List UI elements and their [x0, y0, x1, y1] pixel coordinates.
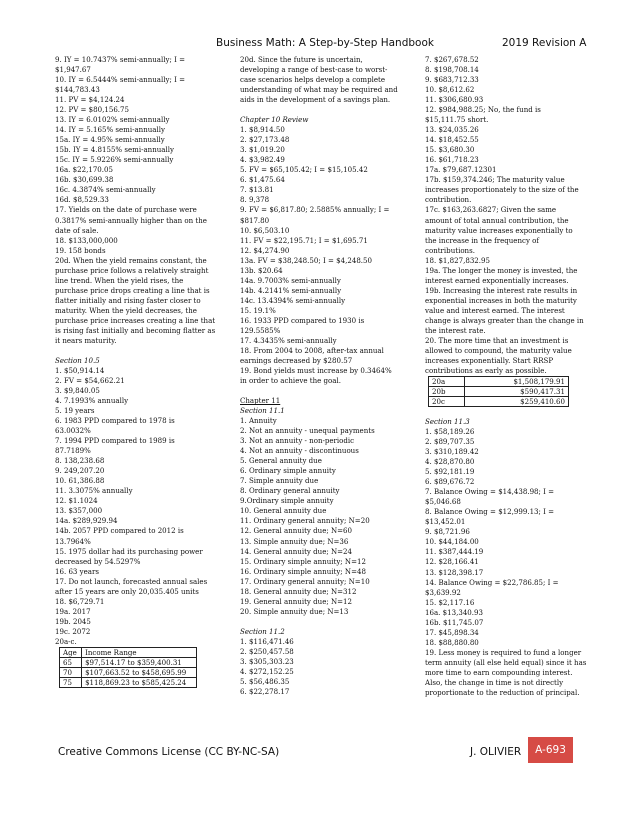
- answers-column-3: [425, 55, 595, 698]
- answer-line: 19. 158 bonds: [55, 245, 106, 255]
- page-header-title: Business Math: A Step-by-Step Handbook: [216, 37, 434, 49]
- answer-line: 19a. 2017: [55, 606, 91, 616]
- answer-line: 20. The more time that an investment is: [425, 335, 569, 345]
- answer-line: 14. General annuity due; N=24: [240, 546, 353, 556]
- answer-line: 14. IY = 5.165% semi-annually: [55, 125, 165, 135]
- answer-line: 19. Less money is required to fund a longer: [425, 647, 582, 657]
- table-cell: 75: [60, 677, 82, 687]
- answer-line: 9.Ordinary simple annuity: [240, 496, 334, 506]
- answer-line: purchase price follows a relatively straight: [55, 265, 209, 275]
- answer-line: is rising fast initially and becoming flatter as: [55, 325, 216, 335]
- answer-line: 18. From 2004 to 2008, after-tax annual: [240, 345, 384, 355]
- answer-line: 4. $3,982.49: [240, 155, 285, 165]
- answer-line: proportionate to the reduction of principal.: [425, 687, 580, 697]
- chapter-review-heading: Chapter 10 Review: [240, 115, 309, 125]
- answer-line: contributions as early as possible.: [425, 365, 547, 375]
- section-heading: Section 11.2: [240, 626, 285, 636]
- answer-line: 16. 63 years: [55, 566, 99, 576]
- table-cell: 20b: [429, 387, 465, 397]
- answer-line: 19. General annuity due; N=12: [240, 596, 353, 606]
- answer-line: it nears maturity.: [55, 335, 117, 345]
- answer-line: 17a. $79,687.12301: [425, 165, 497, 175]
- answer-line: 9. FV = $6,817.80; 2.5885% annually; I =: [240, 205, 390, 215]
- answer-line: 8. 9,378: [240, 195, 270, 205]
- answer-line: 15. 19.1%: [240, 305, 276, 315]
- answer-line: 19a. The longer the money is invested, the: [425, 265, 578, 275]
- answer-line: 5. $56,486.35: [240, 676, 290, 686]
- answer-line: increases exponentially. Start RRSP: [425, 355, 554, 365]
- answer-line: 13. $128,398.17: [425, 567, 484, 577]
- answer-line: 14b. 2057 PPD compared to 2012 is: [55, 526, 184, 536]
- page-header-revision: 2019 Revision A: [502, 37, 587, 49]
- answer-line: after 15 years are only 20,035.405 units: [55, 586, 199, 596]
- answer-line: 16a. $13,340.93: [425, 607, 483, 617]
- answer-line: 12. $984,988.25; No, the fund is: [425, 105, 541, 115]
- answer-line: contributions.: [425, 245, 475, 255]
- answer-line: 9. 249,207.20: [55, 466, 105, 476]
- table-cell: 70: [60, 667, 82, 677]
- answer-line: 16c. 4.3874% semi-annually: [55, 185, 156, 195]
- answer-line: contribution.: [425, 195, 472, 205]
- answer-line: 5. 19 years: [55, 406, 95, 416]
- answer-line: the increase in the frequency of: [425, 235, 540, 245]
- answer-line: 15. Ordinary simple annuity; N=12: [240, 556, 366, 566]
- answer-line: 14a. 9.7003% semi-annually: [240, 275, 341, 285]
- answer-line: 15a. IY = 4.95% semi-annually: [55, 135, 165, 145]
- answer-line: 9. $8,721.96: [425, 527, 470, 537]
- answer-line: 20a-c.: [55, 636, 77, 646]
- answer-line: line trend. When the yield rises, the: [55, 275, 184, 285]
- answer-line: purchase price drops creating a line that is: [55, 285, 210, 295]
- answer-line: developing a range of best-case to worst-: [240, 65, 388, 75]
- table-cell: $97,514.17 to $359,400.31: [82, 657, 197, 667]
- answer-line: 2. $250,457.58: [240, 646, 294, 656]
- answer-line: earnings decreased by $280.57: [240, 355, 353, 365]
- answer-line: $3,639.92: [425, 587, 461, 597]
- answer-line: 2. $27,173.48: [240, 135, 290, 145]
- answer-line: $5,046.68: [425, 497, 461, 507]
- answer-line: 17. 4.3435% semi-annually: [240, 335, 337, 345]
- answer-line: 7. $267,678.52: [425, 55, 479, 64]
- answer-line: 3. $1,019.20: [240, 145, 285, 155]
- answer-line: 19b. 2045: [55, 616, 91, 626]
- answer-line: 12. $4,274.90: [240, 245, 290, 255]
- answer-line: 10. 61,386.88: [55, 476, 105, 486]
- answer-line: 1. $50,914.14: [55, 365, 105, 375]
- answer-line: 16b. $11,745.07: [425, 617, 484, 627]
- answer-line: 18. $6,729.71: [55, 596, 105, 606]
- answer-line: 11. FV = $22,195.71; I = $1,695.71: [240, 235, 368, 245]
- answer-line: amount of total annual contribution, the: [425, 215, 569, 225]
- answer-line: 5. $92,181.19: [425, 467, 475, 477]
- answer-line: 17. Do not launch, forecasted annual sales: [55, 576, 208, 586]
- answer-line: 13. Simple annuity due; N=36: [240, 536, 349, 546]
- chapter-heading: Chapter 11: [240, 396, 281, 406]
- answer-line: 13b. $20.64: [240, 265, 283, 275]
- answer-line: 14. $18,452.55: [425, 135, 479, 145]
- answer-line: 11. $306,680.93: [425, 95, 484, 105]
- rrsp-results-table: [428, 376, 569, 407]
- table-row: [60, 657, 197, 667]
- answer-line: 17. $45,898.34: [425, 627, 479, 637]
- answer-line: 7. $13.81: [240, 185, 274, 195]
- answer-line: 11. PV = $4,124.24: [55, 95, 125, 105]
- answer-line: 15c. IY = 5.9226% semi-annually: [55, 155, 174, 165]
- answer-line: increases proportionately to the size of the: [425, 185, 579, 195]
- answer-line: 8. 138,238.68: [55, 456, 105, 466]
- age-income-table: [59, 647, 197, 688]
- answer-line: 1. $58,189.26: [425, 427, 475, 437]
- answer-line: 20. Simple annuity due; N=13: [240, 606, 349, 616]
- table-cell: $259,410.60: [465, 397, 569, 407]
- table-row: [60, 677, 197, 687]
- answer-line: 16d. $8,529.33: [55, 195, 109, 205]
- table-cell: $1,508,179.91: [465, 377, 569, 387]
- section-heading: Section 10.5: [55, 355, 100, 365]
- answer-line: 19c. 2072: [55, 626, 91, 636]
- answer-line: 5. General annuity due: [240, 456, 322, 466]
- answer-line: 14. Balance Owing = $22,786.85; I =: [425, 577, 559, 587]
- answer-line: 16. 1933 PPD compared to 1930 is: [240, 315, 365, 325]
- answer-line: 4. 7.1993% annually: [55, 396, 129, 406]
- answer-line: 12. $28,166.41: [425, 557, 479, 567]
- answer-line: 6. Ordinary simple annuity: [240, 466, 336, 476]
- answer-line: 8. Balance Owing = $12,999.13; I =: [425, 507, 555, 517]
- table-row: [429, 397, 569, 407]
- answer-line: 14a. $289,929.94: [55, 516, 118, 526]
- answer-line: 1. $116,471.46: [240, 636, 294, 646]
- answer-line: $817.80: [240, 215, 270, 225]
- answer-line: 11. 3.3075% annually: [55, 486, 133, 496]
- answer-line: 2. $89,707.35: [425, 437, 475, 447]
- license-footer: Creative Commons License (CC BY-NC-SA): [58, 746, 280, 758]
- table-header-cell: Income Range: [82, 647, 197, 657]
- answer-line: 19b. Increasing the interest rate results in: [425, 285, 578, 295]
- answer-line: 10. General annuity due: [240, 506, 327, 516]
- answer-line: 15. $3,680.30: [425, 145, 475, 155]
- answer-line: 3. $9,840.05: [55, 386, 100, 396]
- answer-line: 18. $133,000,000: [55, 235, 118, 245]
- answer-line: term annuity (all else held equal) since it has: [425, 657, 587, 667]
- answer-line: 6. $89,676.72: [425, 477, 475, 487]
- answer-line: 20d. When the yield remains constant, the: [55, 255, 207, 265]
- answer-line: 18. $1,827,832.95: [425, 255, 491, 265]
- answer-line: 13a. FV = $38,248.50; I = $4,248.50: [240, 255, 373, 265]
- answer-line: 6. $1,475.64: [240, 175, 285, 185]
- answer-line: 129.5585%: [240, 325, 281, 335]
- answer-line: maturity value increases exponentially to: [425, 225, 573, 235]
- answer-line: 7. Balance Owing = $14,438.98; I =: [425, 487, 555, 497]
- answer-line: 14c. 13.4394% semi-annually: [240, 295, 346, 305]
- answer-line: allowed to compound, the maturity value: [425, 345, 572, 355]
- answer-line: 13. IY = 6.0102% semi-annually: [55, 115, 170, 125]
- answer-line: case scenarios helps develop a complete: [240, 75, 386, 85]
- answer-line: 4. $272,152.25: [240, 666, 294, 676]
- answer-line: decreased by 54.5297%: [55, 556, 141, 566]
- answer-line: 7. Simple annuity due: [240, 476, 319, 486]
- page-number-badge: A-693: [528, 737, 573, 763]
- answer-line: 2. FV = $54,662.21: [55, 376, 125, 385]
- answer-line: 6. $22,278.17: [240, 686, 290, 696]
- answer-line: 15. $2,117.16: [425, 597, 475, 607]
- answer-line: 3. $305,303.23: [240, 656, 294, 666]
- answer-line: 13. $357,000: [55, 506, 103, 516]
- answer-line: 7. 1994 PPD compared to 1989 is: [55, 436, 175, 446]
- answer-line: maturity. When the yield decreases, the: [55, 305, 197, 315]
- answer-line: flatter initially and rising faster closer to: [55, 295, 201, 305]
- answer-line: 8. Ordinary general annuity: [240, 486, 340, 496]
- answer-line: 4. Not an annuity - discontinuous: [240, 446, 359, 456]
- answer-line: 9. $683,712.33: [425, 75, 479, 85]
- answer-line: 16. $61,718.23: [425, 155, 479, 165]
- answer-line: purchase price increases creating a line that: [55, 315, 216, 325]
- answer-line: $15,111.75 short.: [425, 115, 489, 125]
- answer-line: $13,452.01: [425, 517, 466, 527]
- answer-line: 15b. IY = 4.8155% semi-annually: [55, 145, 174, 155]
- answer-line: 3. $310,189.42: [425, 447, 479, 457]
- section-heading: Section 11.3: [425, 417, 470, 427]
- author-name: J. OLIVIER: [470, 746, 522, 758]
- answer-line: 11. Ordinary general annuity; N=20: [240, 516, 370, 526]
- answer-line: 87.7189%: [55, 446, 91, 456]
- table-cell: $107,663.52 to $458,695.99: [82, 667, 197, 677]
- answer-line: 4. $28,870.80: [425, 457, 475, 467]
- table-row: [429, 387, 569, 397]
- answer-line: 3. Not an annuity - non-periodic: [240, 436, 355, 446]
- section-heading: Section 11.1: [240, 406, 285, 416]
- answer-line: 0.3817% semi-annually higher than on the: [55, 215, 207, 225]
- answers-column-2: [240, 55, 410, 697]
- answer-line: $1,947.67: [55, 65, 91, 75]
- table-cell: $590,417.31: [465, 387, 569, 397]
- table-cell: 20c: [429, 397, 465, 407]
- answer-line: 11. $387,444.19: [425, 547, 484, 557]
- answer-line: 10. $8,612.62: [425, 85, 475, 95]
- answer-line: 16. Ordinary simple annuity; N=48: [240, 566, 366, 576]
- answer-line: 13.7964%: [55, 536, 91, 546]
- table-header-row: [60, 647, 197, 657]
- answer-line: $144,783.43: [55, 85, 100, 95]
- answer-line: change is always greater than the change in: [425, 315, 584, 325]
- answer-line: 6. 1983 PPD compared to 1978 is: [55, 416, 175, 426]
- answer-line: 17c. $163,263.6827; Given the same: [425, 205, 557, 215]
- answer-line: 63.0032%: [55, 426, 91, 436]
- answers-column-1: [55, 55, 225, 688]
- answer-line: 12. $1.1024: [55, 496, 98, 506]
- answer-line: 12. General annuity due; N=60: [240, 526, 353, 536]
- answer-line: 10. $44,184.00: [425, 537, 479, 547]
- table-cell: $118,869.23 to $585,425.24: [82, 677, 197, 687]
- answer-line: 19. Bond yields must increase by 0.3464%: [240, 365, 392, 375]
- answer-line: 9. IY = 10.7437% semi-annually; I =: [55, 55, 186, 64]
- answer-line: 1. Annuity: [240, 416, 277, 426]
- answer-line: 5. FV = $65,105.42; I = $15,105.42: [240, 165, 368, 175]
- table-cell: 20a: [429, 377, 465, 387]
- answer-line: date of sale.: [55, 225, 99, 235]
- answer-line: 17. Ordinary general annuity; N=10: [240, 576, 370, 586]
- answer-line: 18. $88,880.80: [425, 637, 479, 647]
- answer-line: 1. $8,914.50: [240, 125, 285, 135]
- answer-line: 2. Not an annuity - unequal payments: [240, 426, 375, 436]
- answer-line: 12. PV = $80,156.75: [55, 105, 130, 115]
- answer-line: 16b. $30,699.38: [55, 175, 114, 185]
- answer-line: the interest rate.: [425, 325, 486, 335]
- answer-line: understanding of what may be required and: [240, 85, 398, 95]
- table-row: [60, 667, 197, 677]
- answer-line: 8. $198,708.14: [425, 65, 479, 75]
- table-row: [429, 377, 569, 387]
- answer-line: more time to earn compounding interest.: [425, 667, 573, 677]
- answer-line: interest earned exponentially increases.: [425, 275, 569, 285]
- answer-line: 15. 1975 dollar had its purchasing power: [55, 546, 203, 556]
- answer-line: 13. $24,035.26: [425, 125, 479, 135]
- answer-line: 10. IY = 6.5444% semi-annually; I =: [55, 75, 186, 85]
- table-header-cell: Age: [60, 647, 82, 657]
- answer-line: 17. Yields on the date of purchase were: [55, 205, 197, 215]
- answer-line: 16a. $22,170.05: [55, 165, 113, 175]
- answer-line: aids in the development of a savings plan.: [240, 95, 391, 105]
- answer-line: Also, the change in time is not directly: [425, 677, 564, 687]
- answer-line: 17b. $159,374.246; The maturity value: [425, 175, 565, 185]
- answer-line: 20d. Since the future is uncertain,: [240, 55, 363, 64]
- answer-line: value and interest earned. The interest: [425, 305, 565, 315]
- table-cell: 65: [60, 657, 82, 667]
- answer-line: 10. $6,503.10: [240, 225, 290, 235]
- answer-line: 14b. 4.2141% semi-annually: [240, 285, 342, 295]
- answer-line: exponential increases in both the maturity: [425, 295, 577, 305]
- answer-line: 18. General annuity due; N=312: [240, 586, 357, 596]
- answer-line: in order to achieve the goal.: [240, 376, 341, 385]
